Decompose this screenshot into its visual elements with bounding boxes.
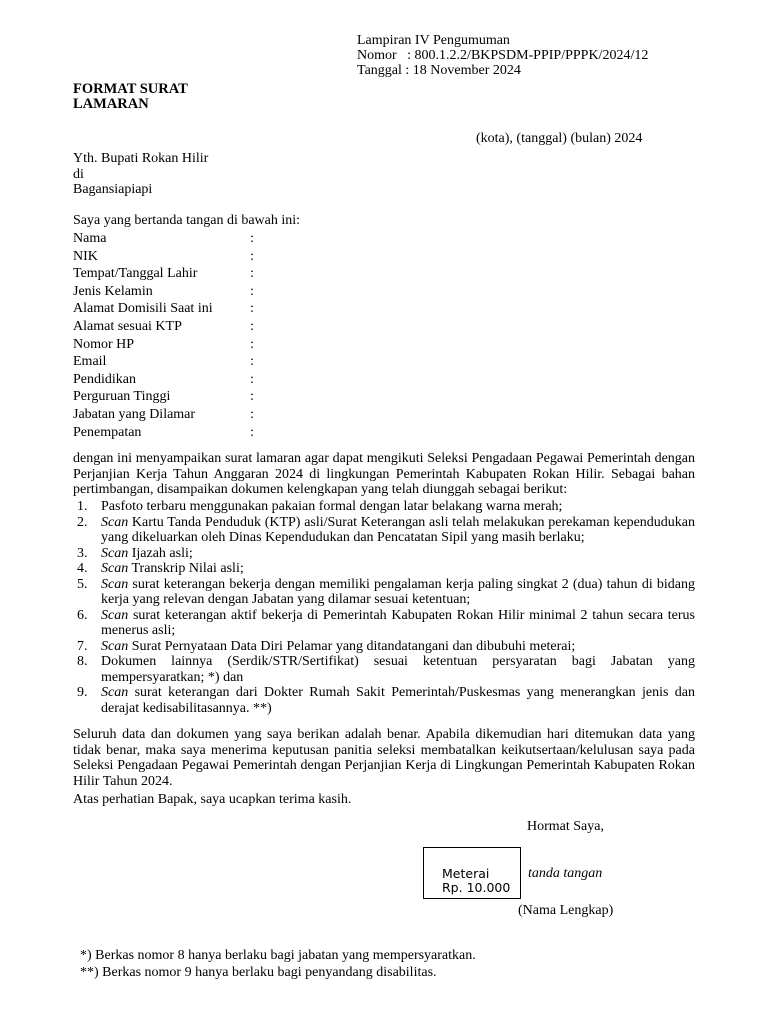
declaration-paragraph: Seluruh data dan dokumen yang saya berikan adalah benar. Apabila dikemudian hari ditemukan data yang tidak benar, maka saya menerima keputusan panitia seleksi membatalkan keikutsertaan/kelulusan saya pada Seleksi Pengadaan Pegawai Pemerintah dengan Perjanjian Kerja di Lingkungan Pemerintah Kabupaten Rokan Hilir Tahun 2024.	[73, 727, 695, 789]
field-label: Tempat/Tanggal Lahir	[73, 266, 198, 282]
list-number: 4.	[77, 561, 88, 576]
scan-prefix: Scan	[101, 561, 129, 576]
field-row	[73, 231, 373, 249]
field-row	[73, 425, 373, 443]
field-row	[73, 354, 373, 372]
field-row	[73, 407, 373, 425]
field-colon: :	[250, 354, 254, 370]
field-row	[73, 319, 373, 337]
scan-prefix: Scan	[101, 545, 129, 561]
list-number: 6.	[77, 607, 88, 623]
scan-prefix: Scan	[101, 576, 129, 592]
field-label: Email	[73, 354, 107, 370]
footnote-1: *) Berkas nomor 8 hanya berlaku bagi jabatan yang mempersyaratkan.	[80, 948, 476, 963]
list-text: surat keterangan dari Dokter Rumah Sakit Pemerintah/Puskesmas yang menerangkan jenis dan derajat kedisabilitasannya. **)	[101, 685, 695, 716]
list-text: Surat Pernyataan Data Diri Pelamar yang ditandatangani dan dibubuhi meterai;	[128, 638, 576, 654]
document-title-line-1: FORMAT SURAT	[73, 81, 188, 97]
list-item	[73, 654, 695, 685]
list-number: 5.	[77, 576, 88, 592]
field-label: Perguruan Tinggi	[73, 389, 171, 405]
footnote-2: **) Berkas nomor 9 hanya berlaku bagi penyandang disabilitas.	[80, 965, 437, 980]
list-item	[73, 499, 695, 515]
list-item	[73, 561, 695, 577]
scan-prefix: Scan	[101, 685, 129, 700]
field-label: Penempatan	[73, 424, 142, 440]
list-number: 8.	[77, 654, 88, 669]
list-text: Pasfoto terbaru menggunakan pakaian formal dengan latar belakang warna merah;	[101, 499, 563, 514]
field-row	[73, 249, 373, 267]
field-colon: :	[250, 424, 254, 440]
intro-text: Saya yang bertanda tangan di bawah ini:	[73, 213, 301, 228]
place-date: (kota), (tanggal) (bulan) 2024	[476, 131, 643, 146]
list-number: 1.	[77, 499, 88, 514]
addressee	[73, 151, 208, 198]
field-label: Jabatan yang Dilamar	[73, 406, 196, 422]
field-label: Pendidikan	[73, 371, 136, 387]
document-title	[73, 82, 188, 112]
field-colon: :	[250, 301, 254, 317]
signature-placeholder: tanda tangan	[528, 866, 603, 881]
footnotes	[80, 947, 476, 981]
addressee-line-1: Yth. Bupati Rokan Hilir	[73, 151, 209, 166]
list-item	[73, 608, 695, 639]
scan-prefix: Scan	[101, 638, 129, 654]
addressee-line-3: Bagansiapiapi	[73, 182, 153, 197]
stamp-label: Meterai	[442, 866, 490, 881]
field-colon: :	[250, 389, 254, 405]
scan-prefix: Scan	[101, 514, 129, 530]
list-text: Transkrip Nilai asli;	[128, 561, 244, 576]
closing-salutation: Hormat Saya,	[527, 819, 604, 834]
field-label: Nomor HP	[73, 336, 135, 352]
list-item	[73, 685, 695, 716]
list-text: surat keterangan bekerja dengan memiliki pengalaman kerja paling singkat 2 (dua) tahun di bidang kerja yang relevan dengan Jabatan yang dilamar sesuai ketentuan;	[101, 576, 695, 607]
list-number: 7.	[77, 638, 88, 654]
field-row	[73, 284, 373, 302]
addressee-line-2: di	[73, 166, 84, 182]
application-paragraph: dengan ini menyampaikan surat lamaran agar dapat mengikuti Seleksi Pengadaan Pegawai Pemerintah dengan Perjanjian Kerja Tahun Anggaran 2024 di lingkungan Pemerintah Kabupaten Rokan Hilir. Sebagai bahan pertimbangan, disampaikan dokumen kelengkapan yang telah diunggah sebagai berikut:	[73, 451, 695, 497]
list-item	[73, 546, 695, 562]
list-text: Ijazah asli;	[128, 545, 193, 561]
field-row	[73, 389, 373, 407]
list-text: surat keterangan aktif bekerja di Pemerintah Kabupaten Rokan Hilir minimal 2 tahun secara terus menerus asli;	[101, 607, 695, 638]
list-item	[73, 515, 695, 546]
field-colon: :	[250, 371, 254, 387]
field-label: NIK	[73, 248, 98, 264]
field-colon: :	[250, 283, 254, 299]
list-item	[73, 577, 695, 608]
applicant-fields	[73, 231, 373, 442]
field-row	[73, 372, 373, 390]
list-item	[73, 639, 695, 655]
list-number: 9.	[77, 685, 88, 700]
field-colon: :	[250, 266, 254, 282]
scan-prefix: Scan	[101, 607, 129, 623]
stamp-amount: Rp. 10.000	[442, 880, 511, 895]
field-colon: :	[250, 406, 254, 422]
field-row	[73, 266, 373, 284]
field-row	[73, 301, 373, 319]
list-text: Dokumen lainnya (Serdik/STR/Sertifikat) sesuai ketentuan persyaratan bagi Jabatan yang mempersyaratkan; *) dan	[101, 654, 695, 685]
full-name-placeholder: (Nama Lengkap)	[518, 903, 614, 918]
field-colon: :	[250, 248, 254, 264]
thanks-paragraph: Atas perhatian Bapak, saya ucapkan terima kasih.	[73, 792, 352, 807]
field-colon: :	[250, 336, 254, 352]
document-list	[73, 499, 695, 716]
field-colon: :	[250, 318, 254, 334]
field-colon: :	[250, 231, 254, 246]
list-number: 2.	[77, 514, 88, 530]
list-text: Kartu Tanda Penduduk (KTP) asli/Surat Keterangan asli telah melakukan perekaman kependudukan yang dikeluarkan oleh Dinas Kependudukan dan Pencatatan Sipil yang masih berlaku;	[101, 514, 695, 545]
list-number: 3.	[77, 545, 88, 561]
attachment-header	[357, 33, 648, 78]
field-label: Alamat Domisili Saat ini	[73, 301, 213, 317]
document-title-line-2: LAMARAN	[73, 96, 149, 112]
stamp-duty-box	[423, 847, 521, 899]
field-label: Alamat sesuai KTP	[73, 318, 182, 334]
attachment-title: Lampiran IV Pengumuman	[357, 33, 510, 48]
attachment-date: Tanggal : 18 November 2024	[357, 63, 521, 78]
field-label: Jenis Kelamin	[73, 283, 153, 299]
field-label: Nama	[73, 231, 107, 246]
attachment-number: Nomor : 800.1.2.2/BKPSDM-PPIP/PPPK/2024/12	[357, 48, 649, 63]
field-row	[73, 337, 373, 355]
